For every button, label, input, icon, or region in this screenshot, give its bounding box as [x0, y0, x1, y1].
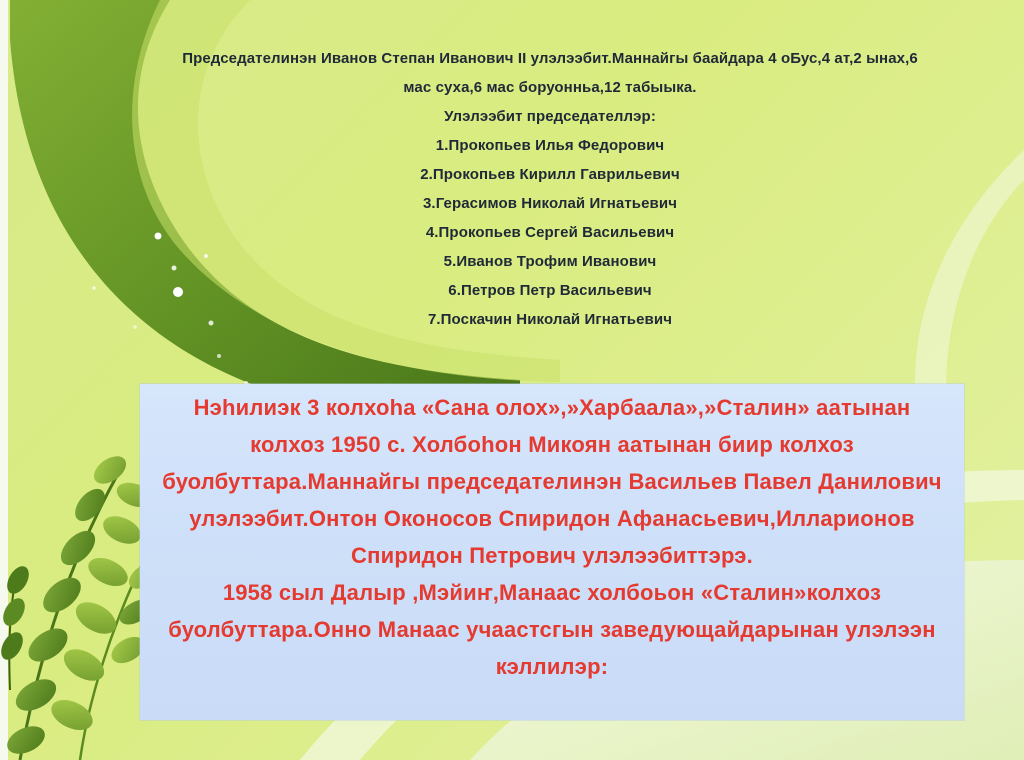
list-heading: Улэлээбит председателлэр: [444, 108, 656, 125]
text-line: буолбуттара.Маннайгы председателинэн Васильев Павел Данилович [162, 469, 942, 494]
text-line: улэлээбит.Онтон Оконосов Спиридон Афанасьевич,Илларионов [189, 506, 915, 531]
kolkhoz-history-text [150, 389, 954, 685]
list-item: 2.Прокопьев Кирилл Гаврильевич [420, 166, 680, 183]
text-line: Спиридон Петрович улэлээбиттэрэ. [351, 543, 753, 568]
text-line: 1958 сыл Далыр ,Мэйиҥ,Манаас холбоьон «Сталин»колхоз [222, 580, 882, 605]
list-item: 1.Прокопьев Илья Федорович [435, 137, 665, 154]
list-item: 5.Иванов Трофим Иванович [443, 253, 657, 270]
text-line: Нэhилиэк 3 колхоhа «Сана олох»,»Харбаала»,»Сталин» аатынан [193, 395, 911, 420]
text-line: Председателинэн Иванов Степан Иванович II улэлээбит.Маннайгы баайдара 4 оБус,4 ат,2 ынах,6 [182, 50, 918, 67]
text-line: кэллилэр: [495, 654, 609, 679]
list-item: 4.Прокопьев Сергей Васильевич [425, 224, 675, 241]
text-line: мас суха,6 мас боруонньа,12 табыыка. [403, 79, 697, 96]
text-line: колхоз 1950 с. Холбоhон Микоян аатынан биир колхоз [250, 432, 854, 457]
list-item: 6.Петров Петр Васильевич [448, 282, 652, 299]
list-item: 7.Поскачин Николай Игнатьевич [427, 311, 673, 328]
presidents-text [120, 44, 980, 334]
list-item: 3.Герасимов Николай Игнатьевич [422, 195, 677, 212]
text-line: буолбуттара.Онно Манаас учаастсгын заведующайдарынан улэлээн [168, 617, 936, 642]
